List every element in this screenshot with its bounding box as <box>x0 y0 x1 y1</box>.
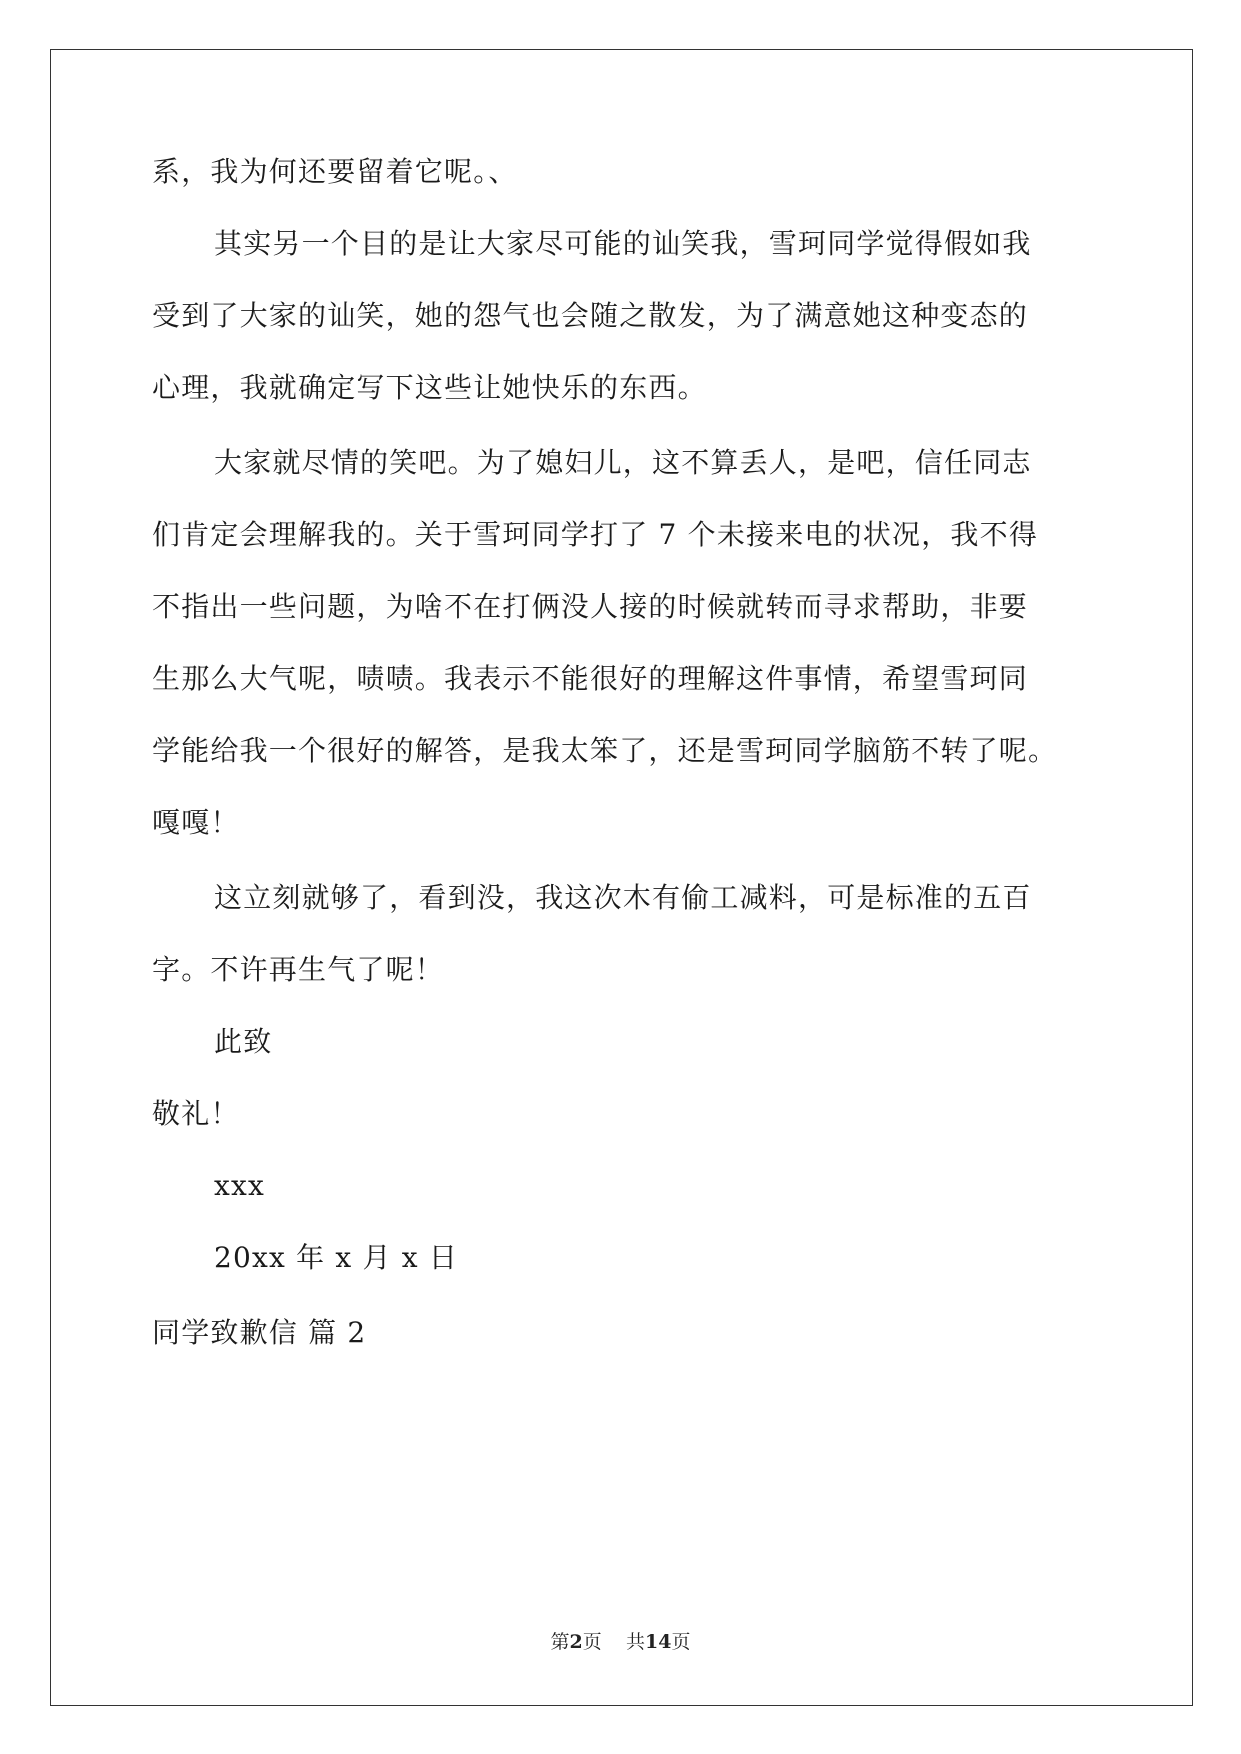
footer-page-number: 2 <box>569 1631 583 1653</box>
footer-total-pages: 14 <box>644 1631 672 1653</box>
footer-total-prefix: 共 <box>625 1631 645 1653</box>
text-line: 不指出一些问题，为啥不在打俩没人接的时候就转而寻求帮助，非要 <box>152 590 1029 623</box>
footer-total-suffix: 页 <box>671 1631 691 1653</box>
paragraph-start: 这立刻就够了，看到没，我这次木有偷工减料，可是标准的五百 <box>214 881 1032 914</box>
section-heading: 同学致歉信 篇 2 <box>152 1316 367 1349</box>
footer-page-suffix: 页 <box>582 1631 602 1653</box>
text-line: 嘎嘎！ <box>152 806 240 839</box>
text-line: 们肯定会理解我的。关于雪珂同学打了 7 个未接来电的状况，我不得 <box>152 518 1039 551</box>
paragraph-start: 其实另一个目的是让大家尽可能的讪笑我，雪珂同学觉得假如我 <box>214 227 1032 260</box>
closing-salutation: 此致 <box>214 1025 273 1058</box>
text-line: 生那么大气呢，啧啧。我表示不能很好的理解这件事情，希望雪珂同 <box>152 662 1029 695</box>
page-footer <box>0 1630 1241 1654</box>
text-line: 系，我为何还要留着它呢。、 <box>152 155 518 188</box>
closing-regards: 敬礼！ <box>152 1097 240 1130</box>
paragraph-start: 大家就尽情的笑吧。为了媳妇儿，这不算丢人，是吧，信任同志 <box>214 446 1032 479</box>
footer-page-prefix: 第 <box>550 1631 570 1653</box>
text-line: 受到了大家的讪笑，她的怨气也会随之散发，为了满意她这种变态的 <box>152 299 1029 332</box>
signature-date: 20xx 年 x 月 x 日 <box>214 1241 459 1274</box>
text-line: 学能给我一个很好的解答，是我太笨了，还是雪珂同学脑筋不转了呢。 <box>152 734 1058 767</box>
text-line: 字。不许再生气了呢！ <box>152 953 445 986</box>
text-line: 心理，我就确定写下这些让她快乐的东西。 <box>152 371 707 404</box>
signature: xxx <box>214 1169 265 1202</box>
